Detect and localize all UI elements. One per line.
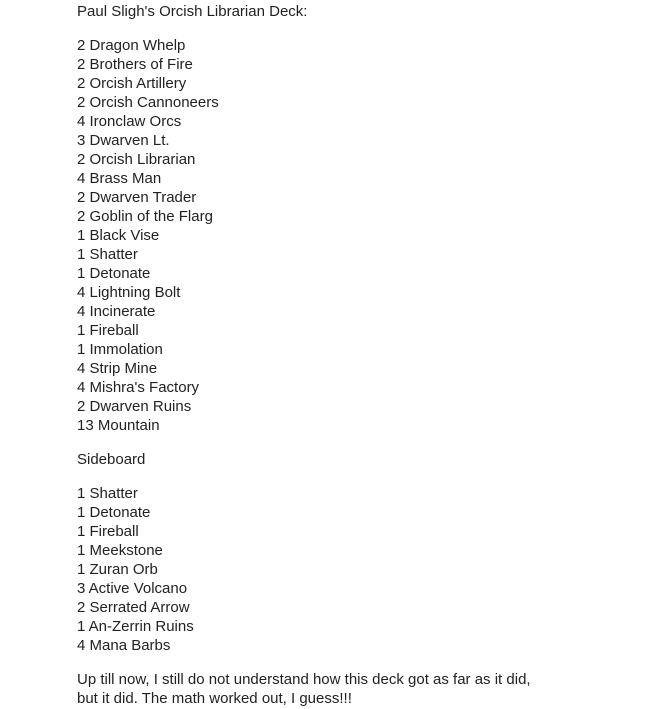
list-item: 4 Brass Man	[77, 170, 162, 187]
list-item: 1 Shatter	[77, 485, 138, 502]
list-item: 2 Serrated Arrow	[77, 599, 190, 616]
list-item: 1 Fireball	[77, 523, 139, 540]
closing-line: but it did. The math worked out, I guess!!!	[77, 690, 352, 707]
list-item: 2 Orcish Librarian	[77, 151, 196, 168]
list-item: 4 Mishra's Factory	[77, 379, 200, 396]
list-item: 4 Incinerate	[77, 303, 156, 320]
list-item: 3 Active Volcano	[77, 580, 188, 597]
list-item: 1 Meekstone	[77, 542, 163, 559]
sideboard-heading: Sideboard	[77, 451, 146, 468]
list-item: 1 Immolation	[77, 341, 163, 358]
document-body	[77, 2, 657, 708]
list-item: 4 Lightning Bolt	[77, 284, 181, 301]
list-item: 2 Orcish Cannoneers	[77, 94, 219, 111]
sideboard-list	[77, 484, 657, 655]
list-item: 1 Fireball	[77, 322, 139, 339]
closing-paragraph	[77, 670, 657, 708]
list-item: 2 Brothers of Fire	[77, 56, 193, 73]
list-item: 4 Ironclaw Orcs	[77, 113, 182, 130]
list-item: 3 Dwarven Lt.	[77, 132, 170, 149]
deck-title: Paul Sligh's Orcish Librarian Deck:	[77, 3, 308, 20]
list-item: 2 Orcish Artillery	[77, 75, 187, 92]
spacer	[77, 21, 657, 36]
spacer	[77, 469, 657, 484]
list-item: 1 Shatter	[77, 246, 138, 263]
list-item: 2 Dragon Whelp	[77, 37, 186, 54]
spacer	[77, 655, 657, 670]
list-item: 1 Detonate	[77, 504, 151, 521]
list-item: 13 Mountain	[77, 417, 160, 434]
list-item: 4 Strip Mine	[77, 360, 158, 377]
list-item: 1 Black Vise	[77, 227, 160, 244]
list-item: 4 Mana Barbs	[77, 637, 171, 654]
list-item: 2 Goblin of the Flarg	[77, 208, 213, 225]
list-item: 2 Dwarven Ruins	[77, 398, 192, 415]
closing-line: Up till now, I still do not understand how this deck got as far as it did,	[77, 671, 531, 688]
list-item: 1 An-Zerrin Ruins	[77, 618, 194, 635]
list-item: 2 Dwarven Trader	[77, 189, 197, 206]
main-deck-list	[77, 36, 657, 435]
spacer	[77, 435, 657, 450]
list-item: 1 Zuran Orb	[77, 561, 158, 578]
list-item: 1 Detonate	[77, 265, 151, 282]
